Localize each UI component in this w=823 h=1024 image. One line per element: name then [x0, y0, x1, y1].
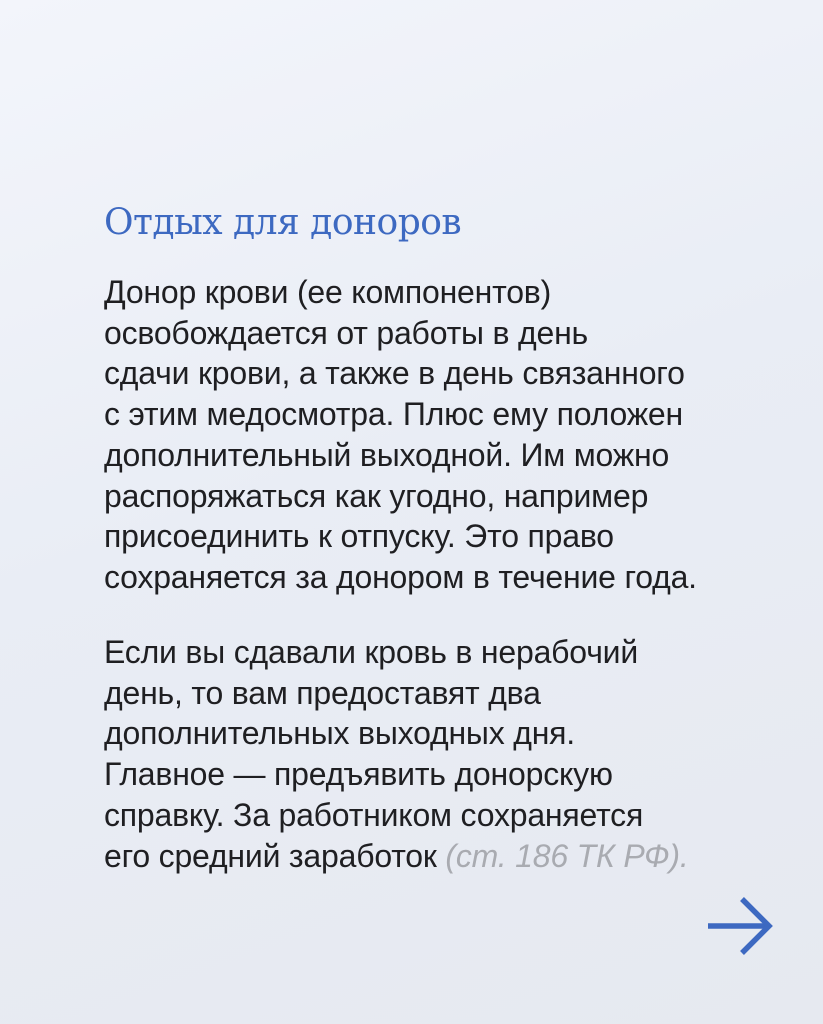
text-line: справку. За работником сохраняется: [104, 796, 644, 833]
text-line-last: [104, 836, 804, 877]
text-line: дополнительный выходной. Им можно: [104, 436, 670, 473]
text-line: сохраняется за донором в течение года.: [104, 558, 697, 595]
paragraph-blood-donor-rest: [104, 272, 804, 598]
slide-title: Отдых для доноров: [104, 202, 462, 243]
text-line: освобождается от работы в день: [104, 314, 589, 351]
text-line: сдачи крови, а также в день связанного: [104, 355, 685, 392]
text-line: Донор крови (ее компонентов): [104, 274, 552, 310]
text-line: Если вы сдавали кровь в нерабочий: [104, 634, 639, 670]
text-line: Главное — предъявить донорскую: [104, 756, 613, 793]
text-line: распоряжаться как угодно, например: [104, 477, 649, 514]
text-line: день, то вам предоставят два: [104, 674, 541, 711]
law-reference: (ст. 186 ТК РФ).: [445, 837, 689, 874]
paragraph-non-working-day: [104, 632, 804, 876]
text-line-last-content: его средний заработок: [104, 837, 437, 874]
text-line: с этим медосмотра. Плюс ему положен: [104, 396, 684, 433]
text-line: дополнительных выходных дня.: [104, 715, 575, 752]
arrow-right-icon[interactable]: [706, 896, 774, 956]
text-line: присоединить к отпуску. Это право: [104, 518, 614, 555]
